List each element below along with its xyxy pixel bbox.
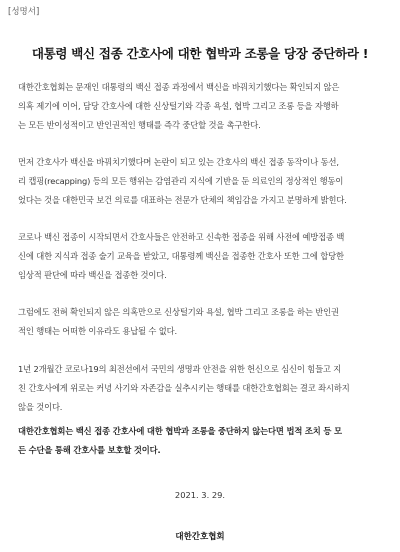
paragraph-line: 그럼에도 전혀 확인되지 않은 의혹만으로 신상털기와 욕설, 협박 그리고 조롱을 하는 반인권 xyxy=(18,307,339,317)
paragraph-3 xyxy=(18,228,386,285)
paragraph-line: 든 수단을 통해 간호사를 보호할 것이다. xyxy=(18,445,161,455)
paragraph-2 xyxy=(18,153,386,210)
paragraph-line: 는 모든 반이성적이고 반인권적인 행태를 즉각 중단할 것을 촉구한다. xyxy=(18,120,261,130)
paragraph-line: 먼저 간호사가 백신을 바꿔치기했다며 논란이 되고 있는 간호사의 백신 접종 동작이나 동선, xyxy=(18,157,339,167)
paragraph-line: 코로나 백신 접종이 시작되면서 간호사들은 안전하고 신속한 접종을 위해 사전에 예방접종 백 xyxy=(18,232,345,242)
paragraph-line: 신에 대한 지식과 접종 술기 교육을 받았고, 대통령께 백신을 접종한 간호사 또한 그에 합당한 xyxy=(18,251,344,261)
paragraph-1 xyxy=(18,78,386,135)
organization-name: 대한간호협회 xyxy=(175,532,225,542)
paragraph-line: 않을 것이다. xyxy=(18,402,63,412)
paragraph-line: 었다는 것을 대한민국 보건 의료를 대표하는 전문가 단체의 책임감을 가지고 분명하게 밝힌다. xyxy=(18,195,347,205)
paragraph-line: 리 캡핑(recapping) 등의 모든 행위는 감염관리 지식에 기반을 둔 의료인의 정상적인 행동이 xyxy=(18,176,344,186)
paragraph-6 xyxy=(18,422,386,460)
paragraph-line: 1년 2개월간 코로나19의 최전선에서 국민의 생명과 안전을 위한 헌신으로 심신이 힘들고 지 xyxy=(18,364,342,374)
paragraph-4 xyxy=(18,303,386,341)
paragraph-line: 적인 행태는 어떠한 이유라도 용납될 수 없다. xyxy=(18,326,177,336)
paragraph-line: 대한간호협회는 문재인 대통령의 백신 접종 과정에서 백신을 바꿔치기했다는 확인되지 않은 xyxy=(18,82,340,92)
paragraph-line: 임상적 판단에 따라 백신을 접종한 것이다. xyxy=(18,270,167,280)
paragraph-5 xyxy=(18,360,386,417)
paragraph-line: 대한간호협회는 백신 접종 간호사에 대한 협박과 조롱을 중단하지 않는다면 법적 조치 등 모 xyxy=(18,426,342,436)
statement-tag: [성명서] xyxy=(8,7,40,17)
statement-date: 2021. 3. 29. xyxy=(174,490,226,500)
statement-title: 대통령 백신 접종 간호사에 대한 협박과 조롱을 당장 중단하라 ! xyxy=(31,46,369,61)
paragraph-line: 의혹 제기에 이어, 담당 간호사에 대한 신상털기와 각종 욕설, 협박 그리고 조롱 등을 자행하 xyxy=(18,101,339,111)
paragraph-line: 친 간호사에게 위로는 커녕 사기와 자존감을 실추시키는 행태를 대한간호협회는 결코 좌시하지 xyxy=(18,383,350,393)
